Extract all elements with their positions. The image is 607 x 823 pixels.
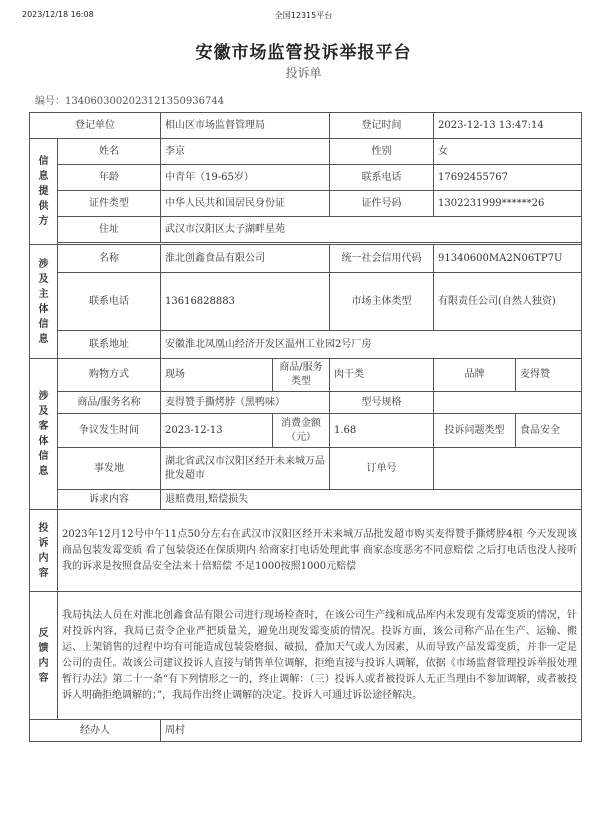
reg-unit-label: 登记单位	[30, 113, 161, 139]
section-complaint: 投诉内容	[30, 510, 58, 592]
object-buy-label: 购物方式	[58, 359, 161, 392]
number-label: 编号：	[35, 96, 65, 107]
object-model-label: 型号规格	[330, 392, 434, 414]
provider-name-label: 姓名	[58, 139, 161, 165]
reg-unit-value: 相山区市场监督管理局	[161, 113, 330, 139]
subject-phone-value: 13616828883	[161, 273, 330, 331]
provider-phone-label: 联系电话	[330, 165, 434, 191]
object-goods-label: 商品/服务名称	[58, 392, 161, 414]
object-request-label: 诉求内容	[58, 490, 161, 510]
section-feedback: 反馈内容	[30, 592, 58, 720]
print-source: 全国12315平台	[274, 11, 333, 20]
print-header	[0, 8, 607, 22]
provider-gender-label: 性别	[330, 139, 434, 165]
object-order-value	[434, 448, 582, 490]
subject-name-label: 名称	[58, 245, 161, 273]
provider-idtype-label: 证件类型	[58, 191, 161, 217]
handler-value: 周村	[161, 720, 582, 742]
provider-gender-value: 女	[434, 139, 582, 165]
provider-idno-value: 1302231999******26	[434, 191, 582, 217]
complaint-table	[29, 112, 582, 742]
object-place-value: 湖北省武汉市汉阳区经开未来城万品批发超市	[161, 448, 330, 490]
reg-time-label: 登记时间	[330, 113, 434, 139]
object-brand-label: 品牌	[434, 359, 516, 392]
provider-idtype-value: 中华人民共和国居民身份证	[161, 191, 330, 217]
provider-idno-label: 证件号码	[330, 191, 434, 217]
object-date-value: 2023-12-13	[161, 414, 273, 448]
number-value: 13406030020231213509367​44	[65, 96, 225, 107]
complaint-number	[35, 92, 224, 107]
object-request-value: 退赔费用,赔偿损失	[161, 490, 582, 510]
reg-time-value: 2023-12-13 13:47:14	[434, 113, 582, 139]
provider-phone-value: 17692455767	[434, 165, 582, 191]
subject-phone-label: 联系电话	[58, 273, 161, 331]
feedback-text: 我局执法人员在对淮北创鑫食品有限公司进行现场检查时，在该公司生产线和成品库内未发现有发霉变质的情况，针对投诉内容，我局已责令企业严把质量关，避免出现发霉变质的情况。投诉方面，该公司称产品在生产、运输、搬运、上架销售的过程中均有可能造成包装袋磨损、破损，叠加天气或人为因素，从而导致产品发霉变质，并非一定是公司的责任。故该公司建议投诉人直接与销售单位调解，拒绝直接与投诉人调解，依据《市场监督管理投诉举报处理暂行办法》第二十一条“有下列情形之一的，终止调解：（三）投诉人或者被投诉人无正当理由不参加调解，或者被投诉人明确拒绝调解的；”，我局作出终止调解的决定。投诉人可通过诉讼途径解决。	[58, 592, 582, 720]
subject-type-label: 市场主体类型	[330, 273, 434, 331]
section-provider: 信息提供方	[30, 139, 58, 245]
object-issue-label: 投诉问题类型	[434, 414, 516, 448]
object-goods-value: 麦得赞手撕烤脖（黑鸭味）	[161, 392, 330, 414]
object-order-label: 订单号	[330, 448, 434, 490]
subject-address-value: 安徽淮北凤凰山经济开发区温州工业园2号厂房	[161, 331, 582, 359]
subject-type-value: 有限责任公司(自然人独资)	[434, 273, 582, 331]
provider-age-value: 中青年（19-65岁）	[161, 165, 330, 191]
provider-name-value: 李京	[161, 139, 330, 165]
subject-name-value: 淮北创鑫食品有限公司	[161, 245, 330, 273]
object-date-label: 争议发生时间	[58, 414, 161, 448]
page-title: 安徽市场监管投诉举报平台	[195, 43, 412, 63]
object-place-label: 事发地	[58, 448, 161, 490]
provider-address-label: 住址	[58, 217, 161, 243]
object-model-value	[434, 392, 582, 414]
subject-address-label: 联系地址	[58, 331, 161, 359]
section-subject: 涉及主体信息	[30, 245, 58, 359]
subject-credit-value: 91340600MA2N06TP7U	[434, 245, 582, 273]
provider-address-value: 武汉市汉阳区太子湖畔星苑	[161, 217, 582, 243]
object-issue-value: 食品安全	[516, 414, 582, 448]
complaint-text: 2023年12月12号中午11点50分左右在武汉市汉阳区经开未来城万品批发超市购买麦得赞手撕烤脖4根 今天发现该商品包装发霉变质 看了包装袋还在保质期内 给商家打电话处理此事 商家态度恶劣不同意赔偿 之后打电话也没人接听 我的诉求是按照食品安全法来十倍赔偿 不足1000按照1000元赔偿	[58, 510, 582, 592]
handler-label: 经办人	[30, 720, 161, 742]
object-goodstype-label: 商品/服务类型	[273, 359, 330, 392]
object-amount-label: 消费金额（元）	[273, 414, 330, 448]
provider-age-label: 年龄	[58, 165, 161, 191]
object-buy-value: 现场	[161, 359, 273, 392]
reg-row	[30, 113, 582, 139]
object-amount-value: 1.68	[330, 414, 434, 448]
section-object: 涉及客体信息	[30, 359, 58, 510]
page-subtitle: 投诉单	[285, 66, 322, 80]
subject-credit-label: 统一社会信用代码	[330, 245, 434, 273]
print-datetime: 2023/12/18 16:08	[22, 10, 94, 19]
object-goodstype-value: 肉干类	[330, 359, 434, 392]
object-brand-value: 麦得赞	[516, 359, 582, 392]
